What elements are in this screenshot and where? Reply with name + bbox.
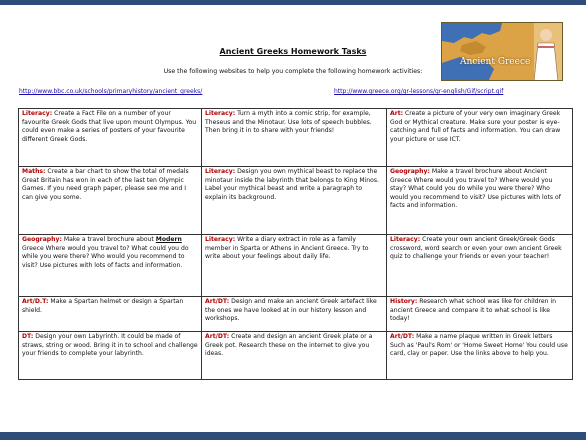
task-cell — [202, 167, 387, 235]
page-subtitle: Use the following websites to help you complete the following homework activities: — [163, 68, 423, 75]
task-label: Literacy: — [205, 110, 236, 117]
task-emphasis: Modern — [155, 236, 182, 243]
task-text: Turn a myth into a comic strip, for example, Theseus and the Minotaur. Use lots of speech bubbles. Then bring it in to share with your friends! — [205, 110, 372, 135]
task-text: Make a travel brochure about Ancient Greece Where would you travel to? Where would you stay? What could you do while you were there? Who would you recommend to visit? Use pictures with lots of facts and information. — [390, 168, 561, 210]
task-cell — [202, 109, 387, 167]
task-text: Create and design an ancient Greek plate or a Greek pot. Research these on the internet to give you ideas. — [205, 333, 373, 358]
bottom-border-bar — [0, 432, 586, 440]
task-text: Make a name plaque written in Greek letters Such as 'Paul's Rom' or 'Home Sweet Home' You could use card, clay or paper. Use the links above to help you. — [390, 333, 568, 358]
bbc-link[interactable]: http://www.bbc.co.uk/schools/primaryhistory/ancient_greeks/ — [19, 88, 203, 95]
task-label: Art/DT: — [390, 333, 415, 340]
homework-task-grid — [18, 108, 573, 380]
task-cell — [387, 167, 573, 235]
table-row — [19, 109, 573, 167]
table-row — [19, 332, 573, 380]
task-label: DT: — [22, 333, 34, 340]
task-cell — [202, 297, 387, 332]
task-cell — [387, 297, 573, 332]
table-row — [19, 235, 573, 297]
table-row — [19, 297, 573, 332]
task-text: Research what school was like for children in ancient Greece and compare it to what school is like today! — [390, 298, 557, 323]
task-cell — [19, 297, 202, 332]
task-label: Literacy: — [22, 110, 53, 117]
task-cell — [202, 235, 387, 297]
task-cell — [19, 332, 202, 380]
task-text: Make a Spartan helmet or design a Spartan shield. — [22, 298, 184, 314]
task-label: Art/DT: — [205, 298, 230, 305]
task-text: Design you own mythical beast to replace the minotaur inside the labyrinth that belongs to King Minos. Label your mythical beast and write a paragraph to explain its background. — [205, 168, 379, 201]
task-cell — [387, 109, 573, 167]
task-text: Design and make an ancient Greek artefact like the ones we have looked at in our history lesson and workshops. — [205, 298, 377, 323]
task-label: History: — [390, 298, 418, 305]
task-cell — [19, 109, 202, 167]
task-text-continued: Greece Where would you travel to? What could you do while you were there? Who would you recommend to visit? Use pictures with lots of facts and information. — [22, 244, 189, 269]
task-text: Design your own Labyrinth. It could be made of straws, string or wood. Bring it in to school and challenge your friends to complete your labyrinth. — [22, 333, 198, 358]
task-cell — [19, 167, 202, 235]
table-row — [19, 167, 573, 235]
task-label: Maths: — [22, 168, 46, 175]
top-border-bar — [0, 0, 586, 5]
greece-org-link[interactable]: http://www.greece.org/gr-lessons/gr-english/Gif/script.gif — [334, 88, 504, 95]
task-text: Create your own ancient Greek/Greek Gods crossword, word search or even your own ancient Greek quiz to challenge your friends or even your teacher! — [390, 236, 562, 261]
task-label: Art/D.T: — [22, 298, 49, 305]
task-label: Literacy: — [205, 236, 236, 243]
task-cell — [19, 235, 202, 297]
page-title: Ancient Greeks Homework Tasks — [219, 47, 367, 56]
task-label: Geography: — [22, 236, 62, 243]
task-label: Art/DT: — [205, 333, 230, 340]
task-text: Create a bar chart to show the total of medals Great Britain has won in each of the last ten Olympic Games. If you need graph paper, please see me and I can give you some. — [22, 168, 189, 201]
task-text: Create a picture of your very own imaginary Greek God or Mythical creature. Make sure your poster is eye-catching and full of facts and information. You can draw your picture or use ICT. — [390, 110, 561, 143]
task-text: Create a Fact File on a number of your favourite Greek Gods that live upon mount Olympus. You could even make a series of posters of your favourite different Greek Gods. — [22, 110, 197, 143]
logo-caption: Ancient Greece — [460, 57, 531, 67]
task-label: Literacy: — [205, 168, 236, 175]
task-label: Art: — [390, 110, 404, 117]
task-text: Make a travel brochure about — [61, 236, 156, 243]
task-cell — [202, 332, 387, 380]
task-label: Geography: — [390, 168, 430, 175]
task-text: Write a diary extract in role as a family member in Sparta or Athens in Ancient Greece. Try to write about your feelings about daily life. — [205, 236, 369, 261]
task-cell — [387, 235, 573, 297]
task-cell — [387, 332, 573, 380]
task-label: Literacy: — [390, 236, 421, 243]
